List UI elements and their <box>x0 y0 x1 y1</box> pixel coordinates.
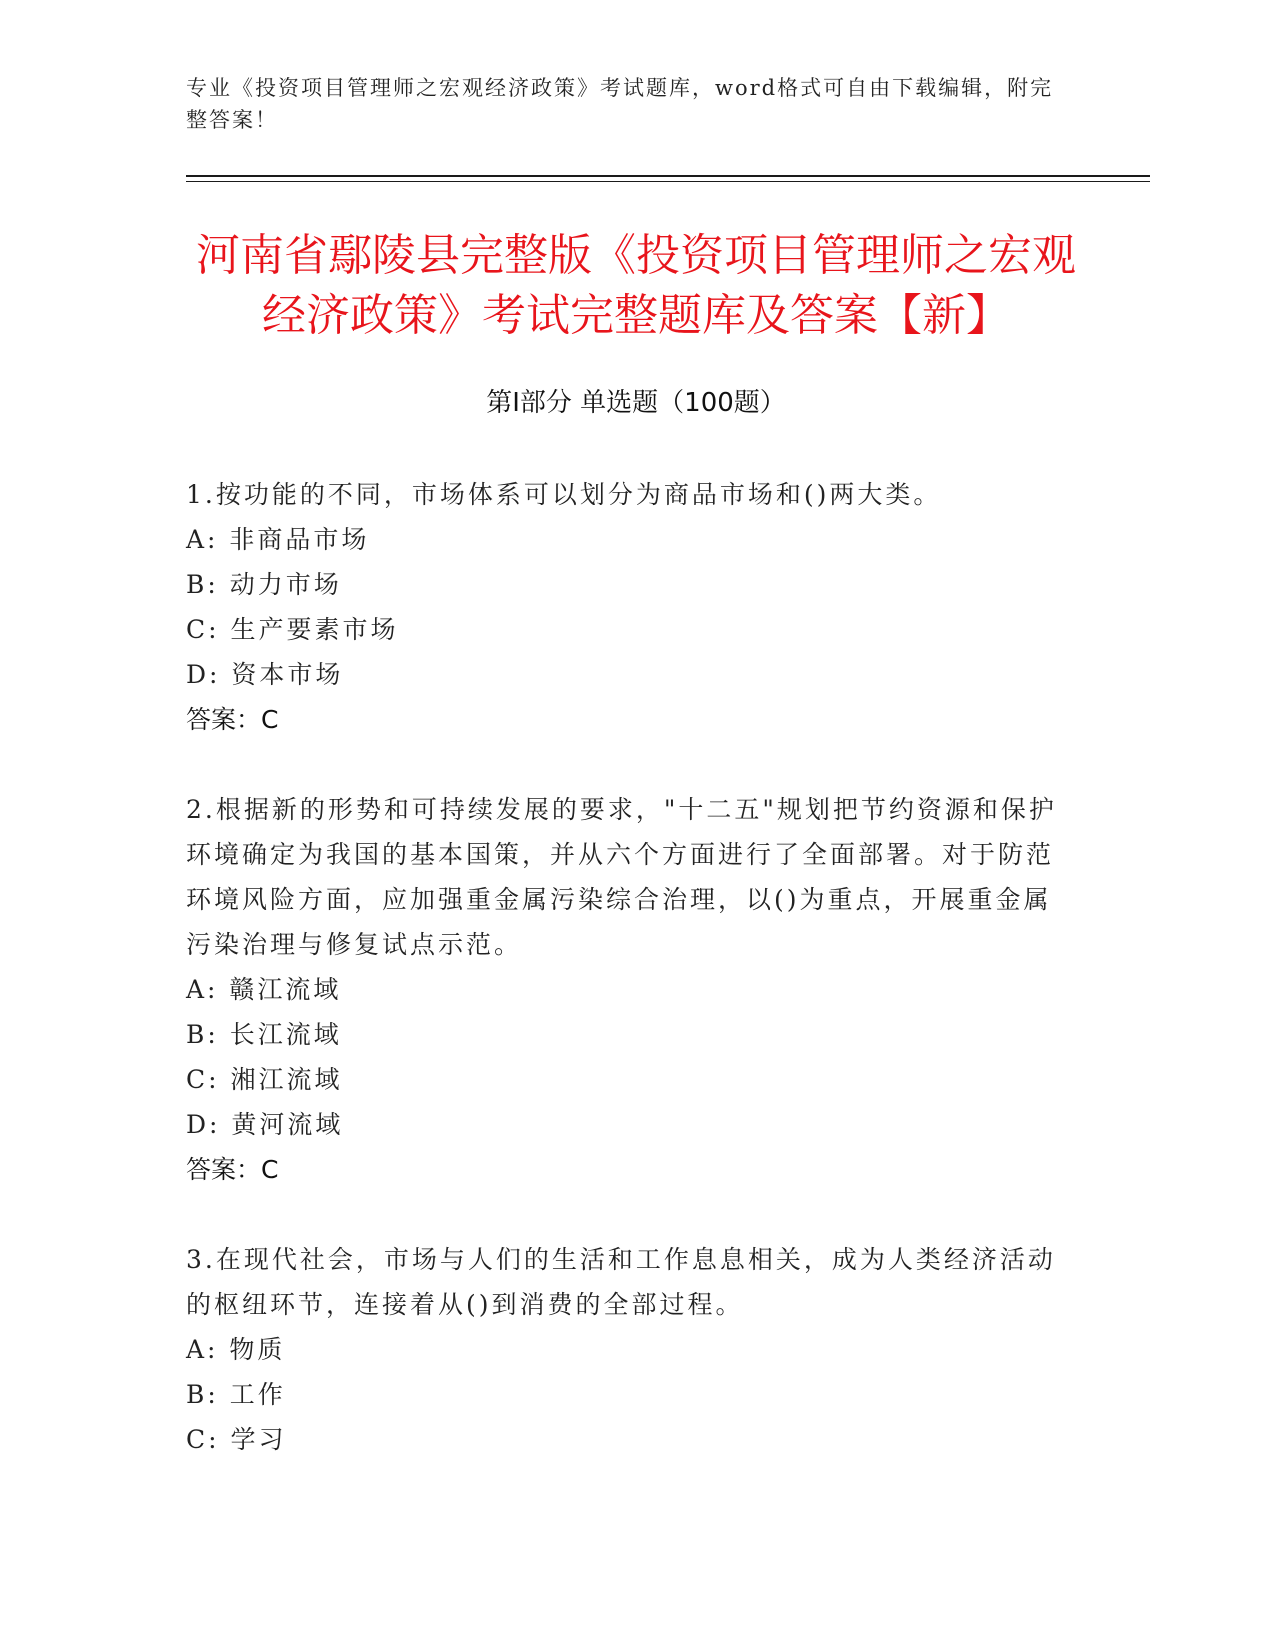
answer: 答案：C <box>186 705 279 734</box>
option-b: B: 长江流域 <box>186 1020 342 1049</box>
option-a: A: 物质 <box>186 1335 286 1364</box>
question-list <box>186 472 1066 1507</box>
header-rule-thick <box>186 175 1150 177</box>
option-b: B: 工作 <box>186 1380 286 1409</box>
question-2 <box>186 787 1066 1192</box>
option-a: A: 赣江流域 <box>186 975 342 1004</box>
question-stem: 2.根据新的形势和可持续发展的要求，"十二五"规划把节约资源和保护环境确定为我国的基本国策，并从六个方面进行了全面部署。对于防范环境风险方面，应加强重金属污染综合治理，以()为重点，开展重金属污染治理与修复试点示范。 <box>186 795 1057 959</box>
option-b: B: 动力市场 <box>186 570 342 599</box>
question-stem: 3.在现代社会，市场与人们的生活和工作息息相关，成为人类经济活动的枢纽环节，连接着从()到消费的全部过程。 <box>186 1245 1056 1319</box>
question-stem: 1.按功能的不同，市场体系可以划分为商品市场和()两大类。 <box>186 480 942 509</box>
option-c: C: 生产要素市场 <box>186 615 399 644</box>
question-3 <box>186 1237 1066 1462</box>
header-note: 专业《投资项目管理师之宏观经济政策》考试题库，word格式可自由下载编辑，附完整答案！ <box>186 76 1054 132</box>
document-title: 河南省鄢陵县完整版《投资项目管理师之宏观经济政策》考试完整题库及答案【新】 <box>196 230 1076 341</box>
question-1 <box>186 472 1066 742</box>
header-rule-thin <box>186 181 1150 182</box>
option-c: C: 湘江流域 <box>186 1065 343 1094</box>
option-d: D: 黄河流域 <box>186 1110 344 1139</box>
answer: 答案：C <box>186 1155 279 1184</box>
section-title: 第Ⅰ部分 单选题（100题） <box>486 388 786 418</box>
option-c: C: 学习 <box>186 1425 287 1454</box>
option-a: A: 非商品市场 <box>186 525 370 554</box>
option-d: D: 资本市场 <box>186 660 344 689</box>
